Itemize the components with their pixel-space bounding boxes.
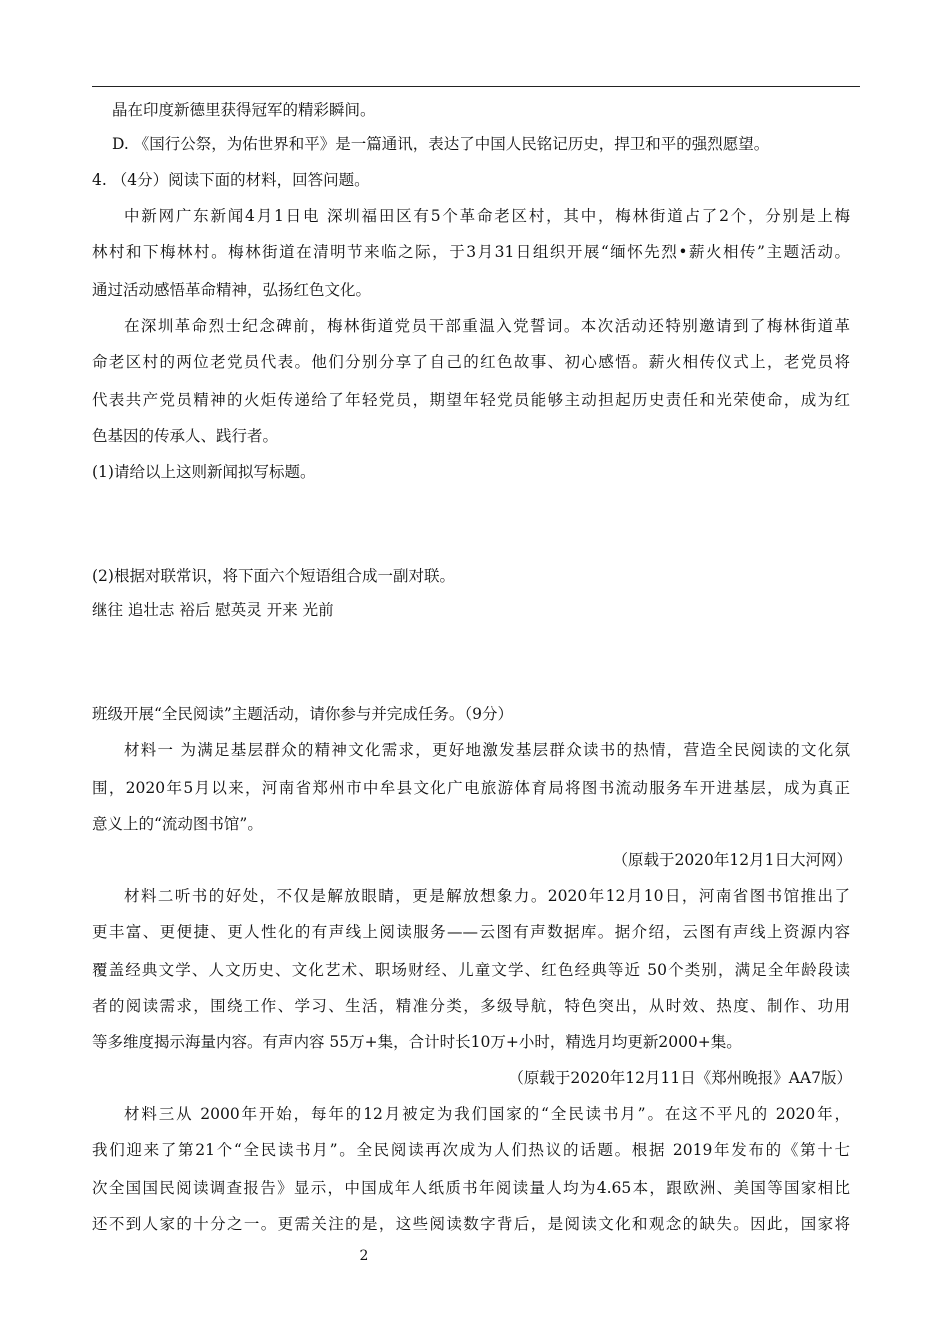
material-3-line: 次全国国民阅读调查报告》显示，中国成年人纸质书年阅读量人均为4.65本，跟欧洲、美国等国家相比	[92, 1179, 850, 1197]
q4-paragraph-2-line: 在深圳革命烈士纪念碑前，梅林街道党员干部重温入党誓词。本次活动还特别邀请到了梅林街道革	[124, 317, 850, 335]
material-3-line: 我们迎来了第21个“全民读书月”。全民阅读再次成为人们热议的话题。根据 2019年发布的《第十七	[92, 1141, 850, 1159]
q4-paragraph-1-line: 林村和下梅林村。梅林街道在清明节来临之际，于3月31日组织开展“缅怀先烈•薪火相传”主题活动。	[92, 243, 850, 261]
material-2-line: 覆盖经典文学、人文历史、文化艺术、职场财经、儿童文学、红色经典等近 50个类别，满足全年龄段读	[92, 961, 850, 979]
material-1-source: （原载于2020年12月1日大河网）	[612, 851, 852, 869]
couplet-phrases: 继往 追壮志 裕后 慰英灵 开来 光前	[92, 601, 334, 619]
option-d: D. 《国行公祭，为佑世界和平》是一篇通讯，表达了中国人民铭记历史，捍卫和平的强烈愿望。	[112, 135, 770, 153]
material-2-line: 等多维度揭示海量内容。有声内容 55万+集，合计时长10万+小时，精选月均更新2000+集。	[92, 1033, 742, 1051]
material-1-line: 围，2020年5月以来，河南省郑州市中牟县文化广电旅游体育局将图书流动服务车开进基层，成为真正	[92, 779, 850, 797]
q4-paragraph-1-line: 中新网广东新闻4月1日电 深圳福田区有5个革命老区村，其中，梅林街道占了2个，分别是上梅	[124, 207, 850, 225]
material-2-line: 者的阅读需求，围绕工作、学习、生活，精准分类，多级导航，特色突出，从时效、热度、制作、功用	[92, 997, 850, 1015]
reading-task-intro: 班级开展“全民阅读”主题活动，请你参与并完成任务。（9分）	[92, 705, 513, 723]
question-4-header: 4. （4分）阅读下面的材料，回答问题。	[92, 171, 370, 189]
header-rule	[92, 86, 860, 87]
q4-paragraph-2-line: 代表共产党员精神的火炬传递给了年轻党员，期望年轻党员能够主动担起历史责任和光荣使命，成为红	[92, 391, 850, 409]
material-1-line: 意义上的“流动图书馆”。	[92, 815, 263, 833]
material-3-line: 还不到人家的十分之一。更需关注的是，这些阅读数字背后，是阅读文化和观念的缺失。因此，国家将	[92, 1215, 850, 1233]
material-1-line: 材料一 为满足基层群众的精神文化需求，更好地激发基层群众读书的热情，营造全民阅读的文化氛	[124, 741, 850, 759]
page-number: 2	[359, 1248, 369, 1264]
q4-paragraph-1-line: 通过活动感悟革命精神，弘扬红色文化。	[92, 281, 372, 299]
material-3-line: 材料三从 2000年开始，每年的12月被定为我们国家的“全民读书月”。在这不平凡的 2020年，	[124, 1105, 850, 1123]
q4-paragraph-2-line: 色基因的传承人、践行者。	[92, 427, 279, 445]
material-2-line: 材料二听书的好处，不仅是解放眼睛，更是解放想象力。2020年12月10日，河南省图书馆推出了	[124, 887, 850, 905]
sub-question-2: (2)根据对联常识，将下面六个短语组合成一副对联。	[92, 567, 455, 585]
material-2-line: 更丰富、更便捷、更人性化的有声线上阅读服务——云图有声数据库。据介绍，云图有声线上资源内容	[92, 923, 850, 941]
sub-question-1: (1)请给以上这则新闻拟写标题。	[92, 463, 316, 481]
continued-line: 晶在印度新德里获得冠军的精彩瞬间。	[112, 101, 376, 119]
q4-paragraph-2-line: 命老区村的两位老党员代表。他们分别分享了自己的红色故事、初心感悟。薪火相传仪式上，老党员将	[92, 353, 850, 371]
material-2-source: （原载于2020年12月11日《郑州晚报》AA7版）	[508, 1069, 852, 1087]
